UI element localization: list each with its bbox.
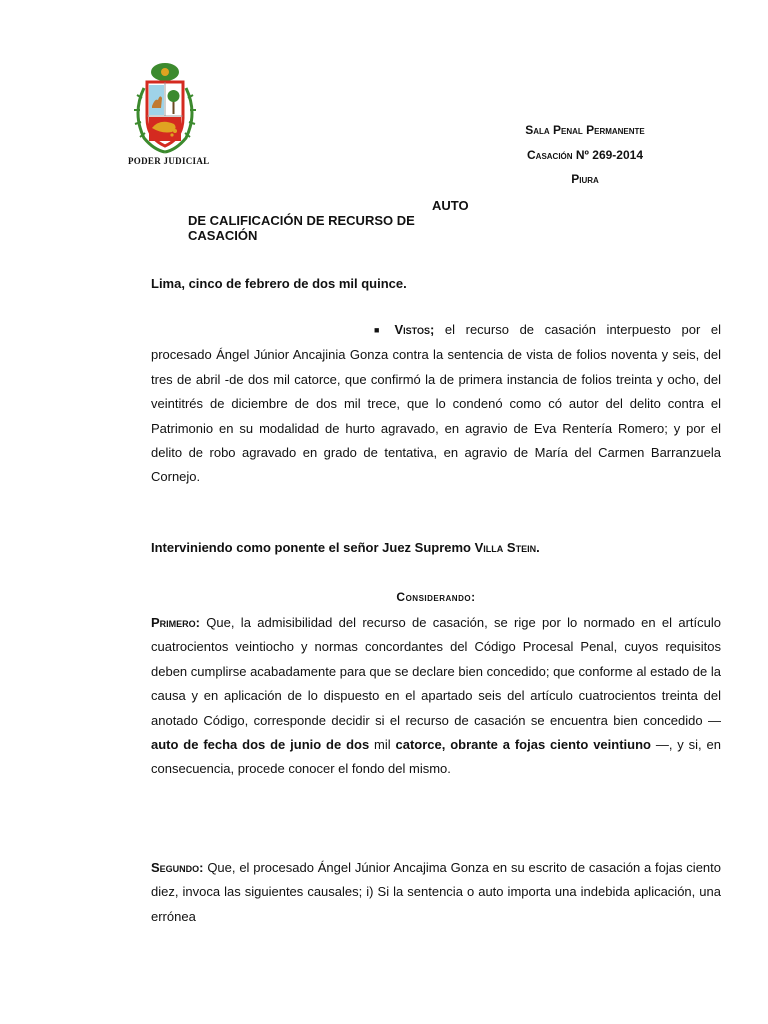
vistos-label: Vistos; <box>394 322 435 337</box>
coat-of-arms-seal <box>130 58 200 156</box>
primero-text-a: Que, la admisibilidad del recurso de casación, se rige por lo normado en el artículo cuatrocientos veintiocho y normas concordantes del Código Procesal Penal, cuyos requisitos deben cumplirse acabadamente para que se declare bien concedido; que conforme al estado de la causa y en aplicación de lo dispuesto en el apartado seis del artículo cuatrocientos treinta del anotado Código, corresponde decidir si el recurso de casación se encuentra bien concedido — <box>151 615 721 728</box>
document-title-line1: AUTO <box>432 198 469 213</box>
document-title-line2: DE CALIFICACIÓN DE RECURSO DE CASACIÓN <box>188 213 415 243</box>
vistos-text: el recurso de casación interpuesto por el procesado Ángel Júnior Ancajinia Gonza contra la sentencia de vista de folios noventa y seis, del tres de abril -de dos mil catorce, que confirmó la de primera instancia de folios treinta y ocho, del veintitrés de diciembre de dos mil trece, que lo condenó como có autor del delito contra el Patrimonio en su modalidad de hurto agravado, en agravio de Eva Rentería Romero; y por el delito de robo agravado en grado de tentativa, en agravio de María del Carmen Barranzuela Cornejo. <box>151 322 722 485</box>
ponente-prefix: Interviniendo como ponente el señor Juez Supremo <box>151 540 475 555</box>
primero-bold-b: catorce, obrante a fojas ciento veintiuno <box>395 737 651 753</box>
vistos-paragraph <box>151 318 721 490</box>
bullet-icon: ■ <box>367 325 387 335</box>
primero-paragraph <box>151 611 721 782</box>
ponente-name: Villa Stein <box>474 540 537 555</box>
primero-label: Primero: <box>151 615 200 630</box>
location: Piura <box>571 172 599 186</box>
ponente-suffix: . <box>536 540 540 555</box>
casacion-number: Casación Nº 269-2014 <box>527 148 643 162</box>
date-line: Lima, cinco de febrero de dos mil quince. <box>151 276 407 291</box>
sala-header: Sala Penal Permanente <box>525 123 645 137</box>
seal-label: PODER JUDICIAL <box>128 156 210 166</box>
primero-bold-a: auto de fecha dos de junio de dos <box>151 737 370 753</box>
primero-text-c: —, y si, en consecuencia, procede conocer el fondo del mismo. <box>151 737 721 777</box>
segundo-paragraph <box>151 856 721 929</box>
primero-text-b: mil <box>369 737 396 753</box>
considerando-heading: Considerando: <box>396 590 476 604</box>
segundo-label: Segundo: <box>151 860 204 875</box>
ponente-line <box>151 540 540 555</box>
segundo-text: Que, el procesado Ángel Júnior Ancajima Gonza en su escrito de casación a fojas ciento diez, invoca las siguientes causales; i) Si la sentencia o auto importa una indebida aplicación, una errónea <box>151 860 721 924</box>
